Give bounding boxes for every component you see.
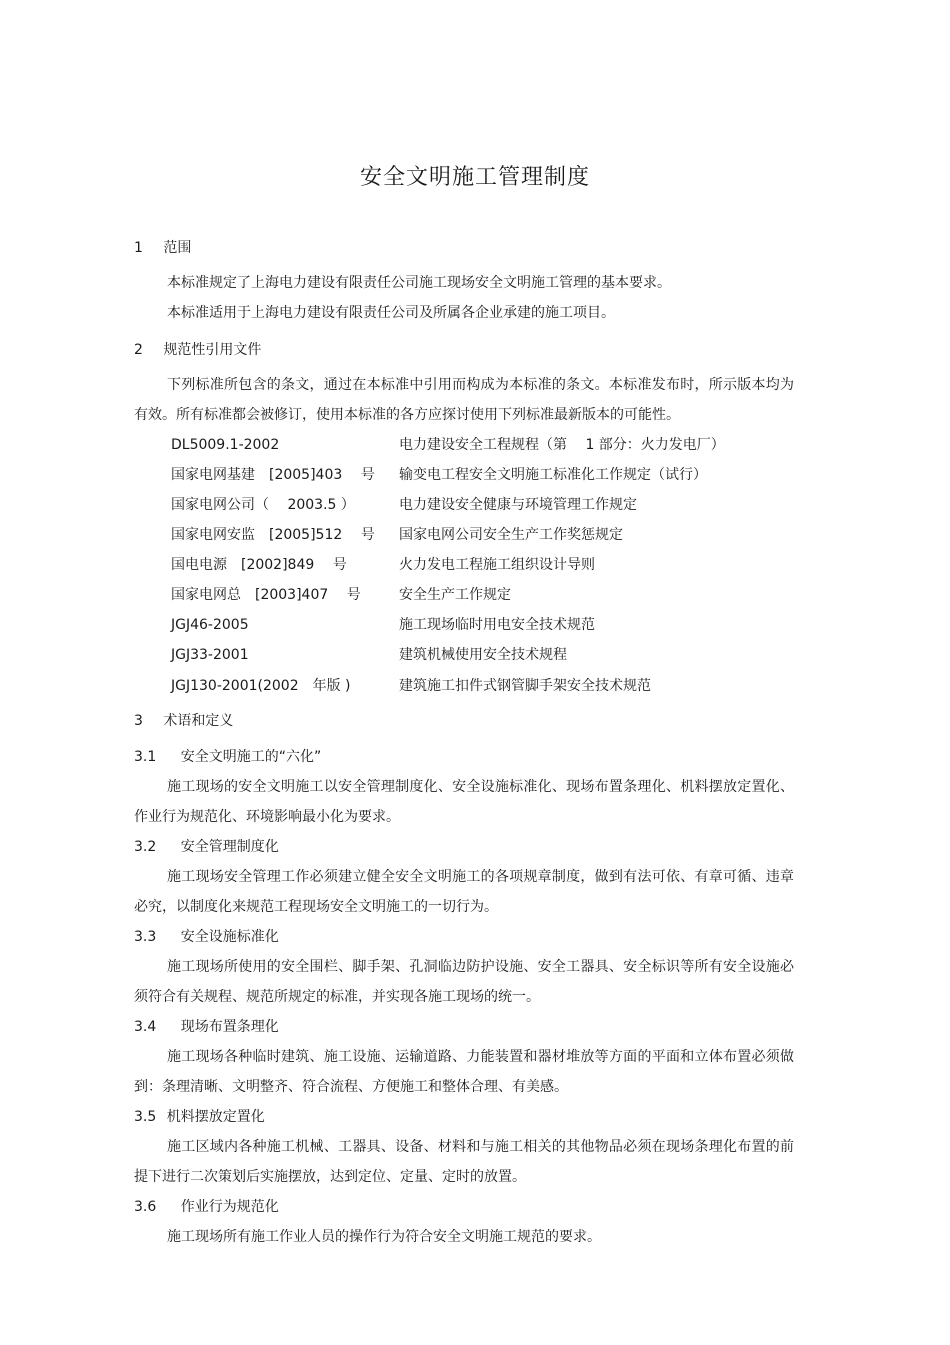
- reference-code: 国家电网基建 [2005]403 号: [171, 467, 375, 483]
- reference-name: 国家电网公司安全生产工作奖惩规定: [399, 527, 623, 543]
- section-heading: [134, 712, 233, 730]
- reference-name: 火力发电工程施工组织设计导则: [399, 557, 595, 573]
- subsection-heading: [134, 1108, 265, 1126]
- reference-name: 输变电工程安全文明施工标准化工作规定（试行）: [399, 467, 707, 483]
- reference-name: 电力建设安全健康与环境管理工作规定: [399, 497, 637, 513]
- section-number: 1: [134, 240, 143, 256]
- reference-code: DL5009.1-2002: [171, 437, 280, 453]
- subsection-number: 3.3: [134, 929, 157, 945]
- subsection-heading: [134, 748, 321, 766]
- subsection-number: 3.1: [134, 749, 157, 765]
- subsection-title: 机料摆放定置化: [166, 1109, 265, 1125]
- section-heading: [134, 239, 191, 257]
- paragraph: 施工现场各种临时建筑、施工设施、运输道路、力能装置和器材堆放等方面的平面和立体布置必须做到：条理清晰、文明整齐、符合流程、方便施工和整体合理、有美感。: [134, 1049, 794, 1095]
- reference-name: 电力建设安全工程规程（第 1 部分：火力发电厂）: [399, 437, 725, 453]
- subsection-title: 安全管理制度化: [180, 839, 279, 855]
- paragraph: 施工现场的安全文明施工以安全管理制度化、安全设施标准化、现场布置条理化、机料摆放定置化、作业行为规范化、环境影响最小化为要求。: [134, 779, 794, 825]
- reference-code: JGJ33-2001: [171, 647, 249, 663]
- subsection-title: 作业行为规范化: [180, 1199, 279, 1215]
- reference-code: 国家电网总 [2003]407 号: [171, 587, 361, 603]
- paragraph: 本标准适用于上海电力建设有限责任公司及所属各企业承建的施工项目。: [167, 305, 615, 321]
- section-title: 范围: [163, 240, 192, 256]
- reference-code: 国家电网安监 [2005]512 号: [171, 527, 375, 543]
- paragraph: 施工现场安全管理工作必须建立健全安全文明施工的各项规章制度，做到有法可依、有章可循、违章必究，以制度化来规范工程现场安全文明施工的一切行为。: [134, 869, 794, 915]
- paragraph: 下列标准所包含的条文，通过在本标准中引用而构成为本标准的条文。本标准发布时，所示版本均为有效。所有标准都会被修订，使用本标准的各方应探讨使用下列标准最新版本的可能性。: [134, 377, 794, 423]
- reference-name: 施工现场临时用电安全技术规范: [399, 617, 595, 633]
- reference-name: 建筑施工扣件式钢管脚手架安全技术规范: [399, 678, 651, 694]
- document-title: 安全文明施工管理制度: [359, 165, 590, 190]
- subsection-number: 3.5: [134, 1109, 157, 1125]
- paragraph: 施工区域内各种施工机械、工器具、设备、材料和与施工相关的其他物品必须在现场条理化布置的前提下进行二次策划后实施摆放，达到定位、定量、定时的放置。: [134, 1139, 794, 1185]
- subsection-title: 现场布置条理化: [180, 1019, 279, 1035]
- subsection-heading: [134, 1018, 279, 1036]
- subsection-title: 安全设施标准化: [180, 929, 279, 945]
- section-number: 3: [134, 713, 143, 729]
- section-number: 2: [134, 342, 143, 358]
- reference-code: JGJ130-2001(2002 年版 ): [171, 678, 351, 694]
- subsection-number: 3.4: [134, 1019, 157, 1035]
- subsection-heading: [134, 928, 279, 946]
- subsection-number: 3.6: [134, 1199, 157, 1215]
- paragraph: 施工现场所使用的安全围栏、脚手架、孔洞临边防护设施、安全工器具、安全标识等所有安全设施必须符合有关规程、规范所规定的标准，并实现各施工现场的统一。: [134, 959, 794, 1005]
- section-title: 术语和定义: [163, 713, 234, 729]
- reference-name: 建筑机械使用安全技术规程: [399, 647, 567, 663]
- subsection-heading: [134, 1198, 279, 1216]
- subsection-title: 安全文明施工的“六化”: [180, 749, 322, 765]
- reference-code: 国电电源 [2002]849 号: [171, 557, 347, 573]
- subsection-heading: [134, 838, 279, 856]
- section-heading: [134, 341, 261, 359]
- section-title: 规范性引用文件: [163, 342, 262, 358]
- paragraph: 本标准规定了上海电力建设有限责任公司施工现场安全文明施工管理的基本要求。: [167, 275, 671, 291]
- paragraph: 施工现场所有施工作业人员的操作行为符合安全文明施工规范的要求。: [167, 1229, 601, 1245]
- subsection-number: 3.2: [134, 839, 157, 855]
- reference-code: 国家电网公司（ 2003.5 ）: [171, 497, 355, 513]
- reference-code: JGJ46-2005: [171, 617, 249, 633]
- reference-name: 安全生产工作规定: [399, 587, 511, 603]
